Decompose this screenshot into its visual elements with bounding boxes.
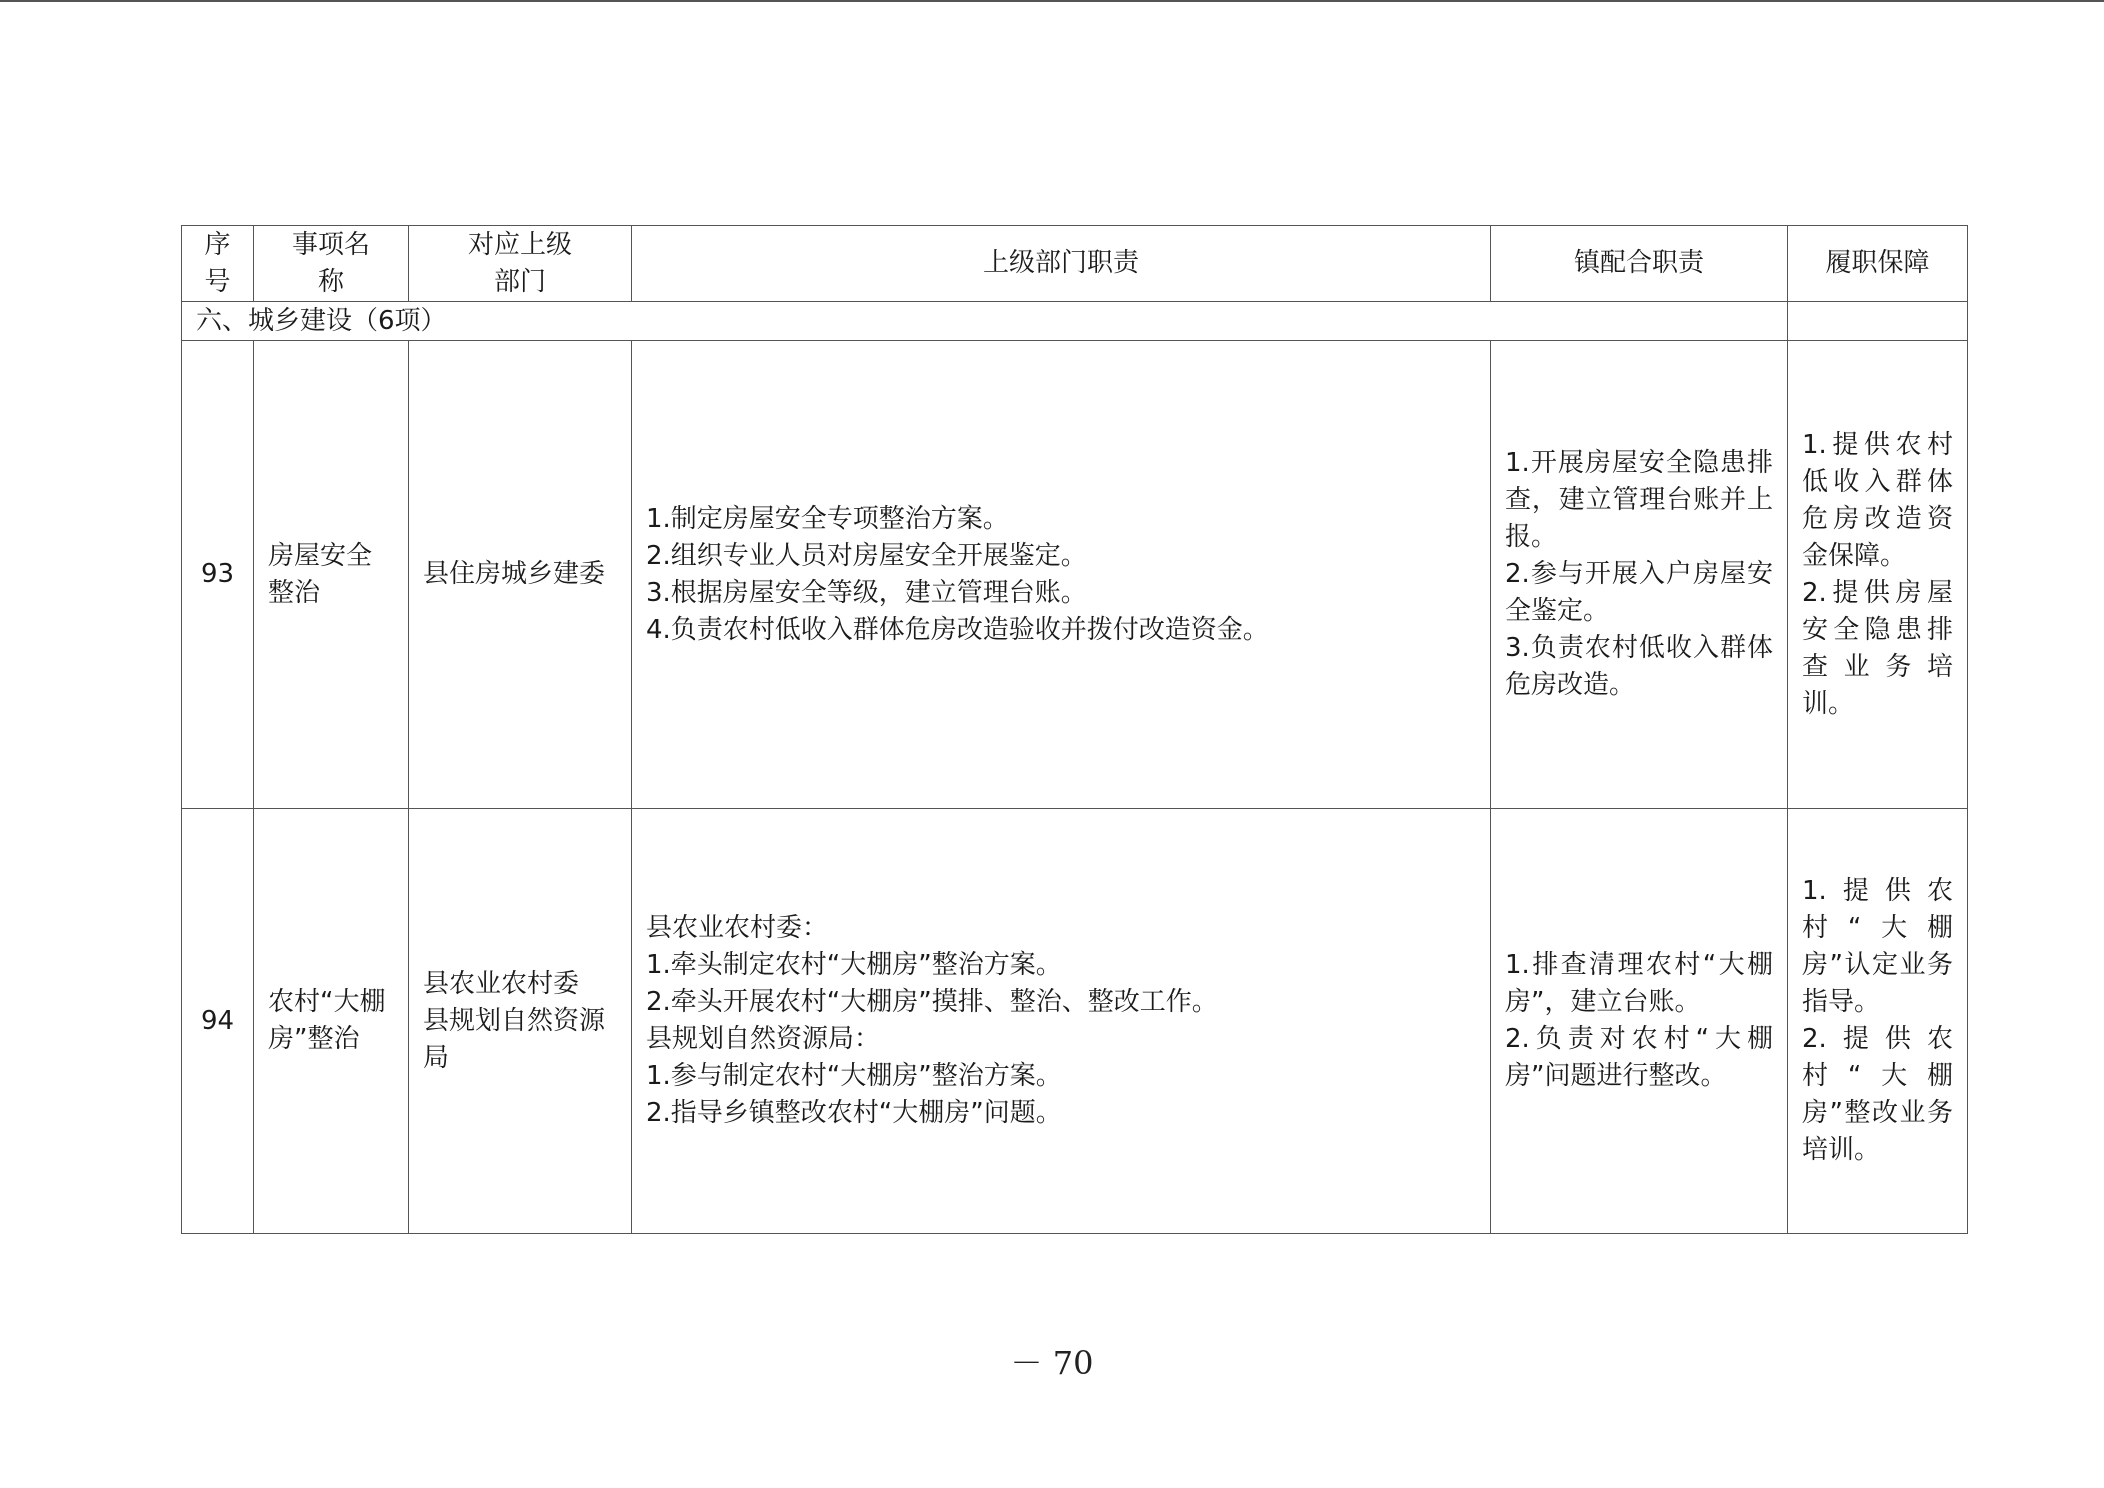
page-number: － 70: [1010, 1344, 1094, 1382]
table-row: [182, 809, 1968, 1234]
header-upper-duties: 上级部门职责: [632, 226, 1491, 302]
table-row: [182, 341, 1968, 809]
row-town-duties: 1.排查清理农村“大棚房”，建立台账。 2.负责对农村“大棚房”问题进行整改。: [1491, 809, 1788, 1234]
top-border-line: [0, 0, 2104, 2]
row-upper-duties: 1.制定房屋安全专项整治方案。 2.组织专业人员对房屋安全开展鉴定。 3.根据房屋安全等级，建立管理台账。 4.负责农村低收入群体危房改造验收并拨付改造资金。: [632, 341, 1491, 809]
row-upper-dept: 县住房城乡建委: [409, 341, 632, 809]
section-title: 六、城乡建设（6项）: [182, 302, 1788, 341]
row-guarantee: 1.提供农村低收入群体危房改造资金保障。 2.提供房屋安全隐患排查业务培训。: [1788, 341, 1968, 809]
row-upper-dept: 县农业农村委 县规划自然资源局: [409, 809, 632, 1234]
row-item-name: 房屋安全整治: [254, 341, 409, 809]
header-seq: 序号: [182, 226, 254, 302]
row-seq: 94: [182, 809, 254, 1234]
row-seq: 93: [182, 341, 254, 809]
row-guarantee: 1.提供农村“大棚房”认定业务指导。 2.提供农村“大棚房”整改业务培训。: [1788, 809, 1968, 1234]
row-town-duties: 1.开展房屋安全隐患排查，建立管理台账并上报。 2.参与开展入户房屋安全鉴定。 3.负责农村低收入群体危房改造。: [1491, 341, 1788, 809]
section-row: [182, 302, 1968, 341]
header-town-duties: 镇配合职责: [1491, 226, 1788, 302]
duty-table: [181, 225, 1968, 1234]
section-empty-cell: [1788, 302, 1968, 341]
row-item-name: 农村“大棚房”整治: [254, 809, 409, 1234]
header-upper-dept: 对应上级部门: [409, 226, 632, 302]
header-item-name: 事项名称: [254, 226, 409, 302]
row-upper-duties: 县农业农村委： 1.牵头制定农村“大棚房”整治方案。 2.牵头开展农村“大棚房”摸排、整治、整改工作。 县规划自然资源局： 1.参与制定农村“大棚房”整治方案。 2.指导乡镇整改农村“大棚房”问题。: [632, 809, 1491, 1234]
table-header-row: [182, 226, 1968, 302]
header-guarantee: 履职保障: [1788, 226, 1968, 302]
